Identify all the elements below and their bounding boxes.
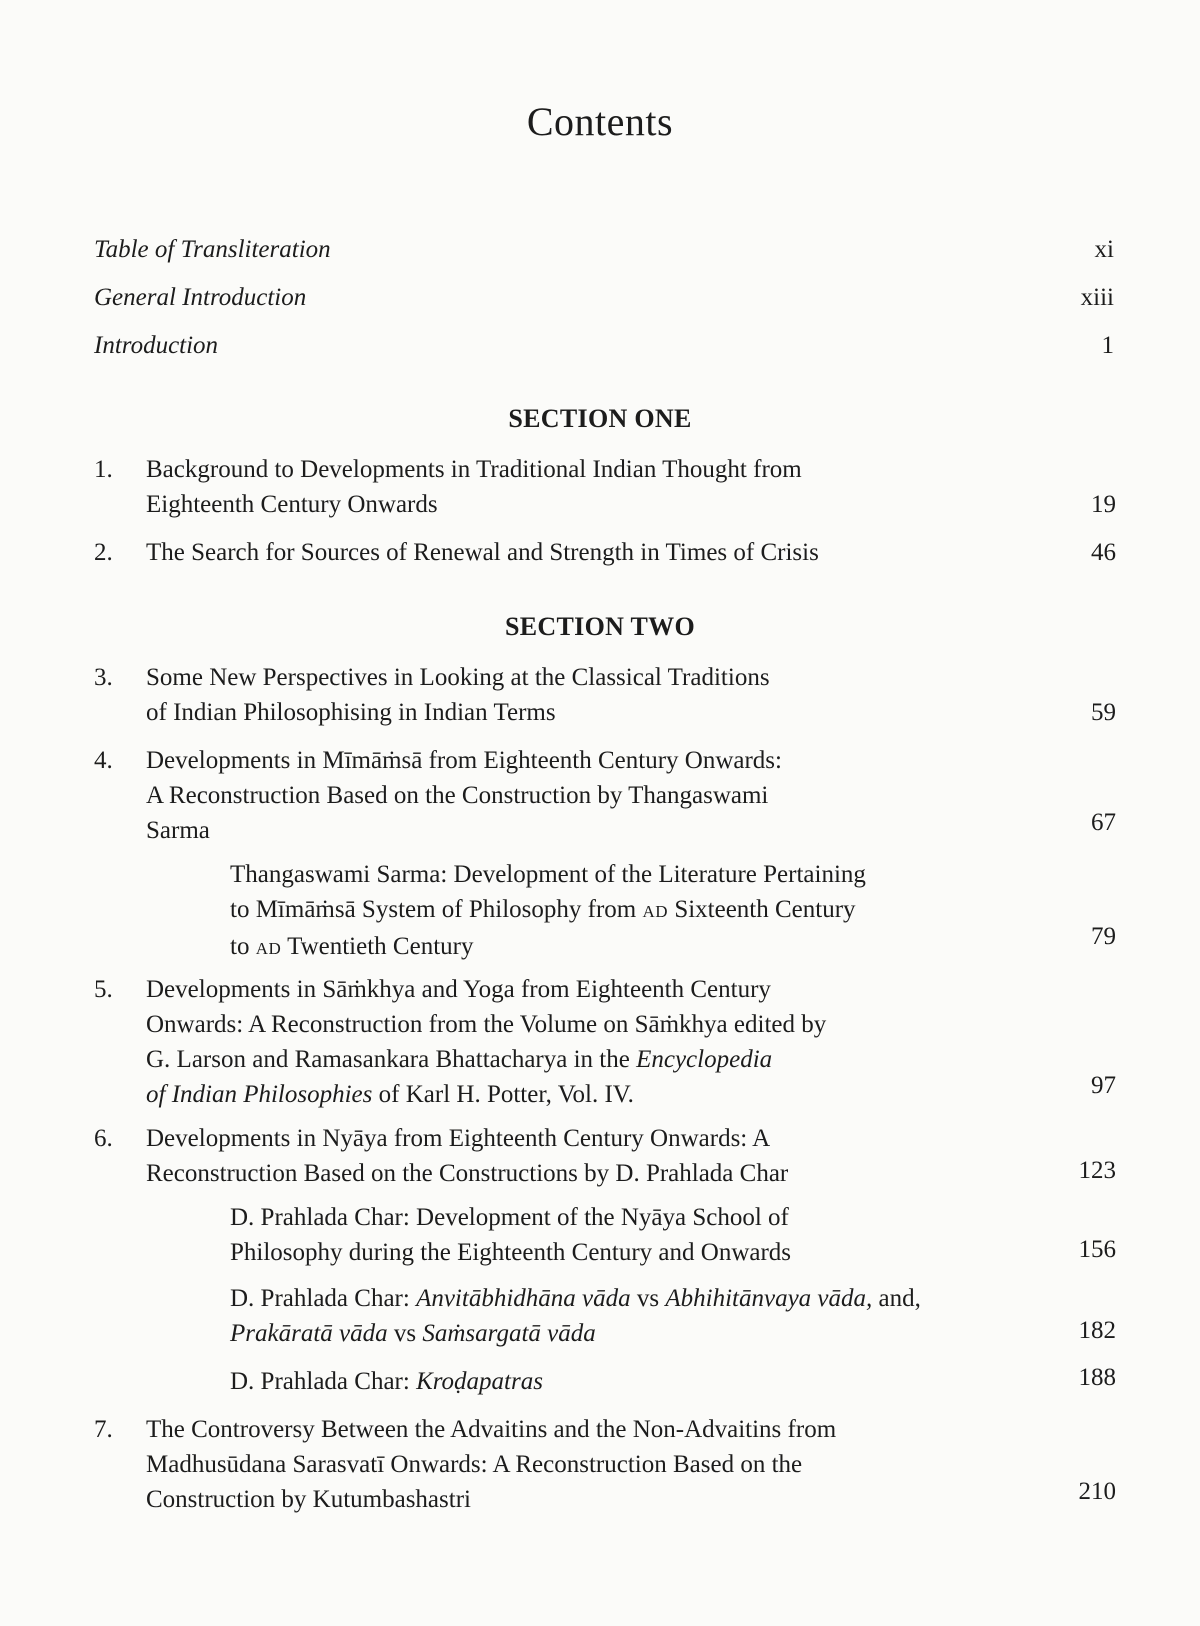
entry-title bbox=[146, 660, 986, 730]
era-abbrev: AD bbox=[255, 939, 282, 958]
entry-number: 6. bbox=[94, 1125, 113, 1152]
toc-front-item[interactable] bbox=[94, 284, 1114, 312]
entry-line: The Controversy Between the Advaitins and the Non-Advaitins from bbox=[146, 1416, 837, 1443]
entry-line: Developments in Nyāya from Eighteenth Century Onwards: A bbox=[146, 1125, 771, 1152]
toc-front-item[interactable] bbox=[94, 332, 1114, 360]
entry-line: Madhusūdana Sarasvatī Onwards: A Reconstruction Based on the bbox=[146, 1451, 803, 1478]
toc-page-number: 67 bbox=[1091, 809, 1116, 836]
entry-line: Sarma bbox=[146, 817, 210, 844]
entry-line: D. Prahlada Char: Development of the Nyāya School of bbox=[230, 1204, 789, 1231]
toc-page-number: 156 bbox=[1078, 1236, 1116, 1263]
entry-title bbox=[146, 972, 986, 1112]
entry-line: to AD Twentieth Century bbox=[230, 933, 474, 960]
section-heading: SECTION ONE bbox=[508, 404, 692, 433]
entry-title bbox=[146, 452, 986, 522]
entry-line: Developments in Sāṁkhya and Yoga from Eighteenth Century bbox=[146, 976, 771, 1003]
entry-title bbox=[146, 1412, 986, 1517]
entry-line: G. Larson and Ramasankara Bhattacharya in the Encyclopedia bbox=[146, 1046, 773, 1073]
section-heading: SECTION TWO bbox=[505, 612, 695, 641]
entry-line: Eighteenth Century Onwards bbox=[146, 491, 438, 518]
entry-number: 2. bbox=[94, 539, 113, 566]
entry-line: Prakāratā vāda vs Saṁsargatā vāda bbox=[230, 1320, 596, 1347]
toc-page-number: xi bbox=[1094, 236, 1114, 263]
entry-line: Onwards: A Reconstruction from the Volume on Sāṁkhya edited by bbox=[146, 1011, 827, 1038]
toc-page-number: 210 bbox=[1078, 1478, 1116, 1505]
era-abbrev: AD bbox=[642, 902, 669, 921]
toc-page-number: xiii bbox=[1080, 284, 1114, 311]
subentry-title bbox=[230, 1200, 1030, 1270]
entry-number: 4. bbox=[94, 747, 113, 774]
subentry-title bbox=[230, 1281, 1030, 1351]
toc-page-number: 123 bbox=[1078, 1157, 1116, 1184]
toc-subentry[interactable] bbox=[230, 1200, 1116, 1270]
entry-line: to Mīmāṁsā System of Philosophy from AD Sixteenth Century bbox=[230, 896, 856, 923]
entry-line: The Search for Sources of Renewal and Strength in Times of Crisis bbox=[146, 539, 819, 566]
entry-line: Thangaswami Sarma: Development of the Literature Pertaining bbox=[230, 861, 866, 888]
entry-line: of Indian Philosophising in Indian Terms bbox=[146, 699, 556, 726]
toc-page-number: 79 bbox=[1091, 923, 1116, 950]
toc-subentry[interactable] bbox=[230, 857, 1116, 966]
toc-front-item[interactable] bbox=[94, 236, 1114, 264]
toc-page-number: 188 bbox=[1078, 1364, 1116, 1391]
toc-page-number: 1 bbox=[1101, 332, 1114, 359]
entry-line: A Reconstruction Based on the Construction by Thangaswami bbox=[146, 782, 769, 809]
entry-number: 3. bbox=[94, 664, 113, 691]
entry-line: Background to Developments in Traditional Indian Thought from bbox=[146, 456, 802, 483]
page-title: Contents bbox=[526, 99, 674, 144]
toc-page-number: 97 bbox=[1091, 1072, 1116, 1099]
entry-title bbox=[146, 1121, 1026, 1191]
entry-number: 5. bbox=[94, 976, 113, 1003]
subentry-title bbox=[230, 1364, 1030, 1399]
toc-label: General Introduction bbox=[94, 284, 307, 311]
toc-label: Table of Transliteration bbox=[94, 236, 331, 263]
entry-line: Reconstruction Based on the Constructions by D. Prahlada Char bbox=[146, 1160, 789, 1187]
entry-title bbox=[146, 743, 986, 848]
entry-line: D. Prahlada Char: Kroḍapatras bbox=[230, 1368, 543, 1395]
toc-page-number: 182 bbox=[1078, 1317, 1116, 1344]
entry-line: Some New Perspectives in Looking at the Classical Traditions bbox=[146, 664, 770, 691]
entry-line: Construction by Kutumbashastri bbox=[146, 1486, 471, 1513]
toc-page-number: 19 bbox=[1091, 491, 1116, 518]
entry-title bbox=[146, 535, 1046, 570]
entry-line: Developments in Mīmāṁsā from Eighteenth Century Onwards: bbox=[146, 747, 782, 774]
toc-label: Introduction bbox=[94, 332, 219, 359]
toc-page-number: 59 bbox=[1091, 699, 1116, 726]
entry-line: Philosophy during the Eighteenth Century and Onwards bbox=[230, 1239, 792, 1266]
toc-subentry[interactable] bbox=[230, 1364, 1116, 1399]
entry-line: D. Prahlada Char: Anvitābhidhāna vāda vs Abhihitānvaya vāda, and, bbox=[230, 1285, 921, 1312]
entry-line: of Indian Philosophies of Karl H. Potter, Vol. IV. bbox=[146, 1081, 634, 1108]
subentry-title bbox=[230, 857, 1030, 966]
entry-number: 1. bbox=[94, 456, 113, 483]
toc-subentry[interactable] bbox=[230, 1281, 1116, 1351]
toc-page-number: 46 bbox=[1091, 539, 1116, 566]
entry-number: 7. bbox=[94, 1416, 113, 1443]
